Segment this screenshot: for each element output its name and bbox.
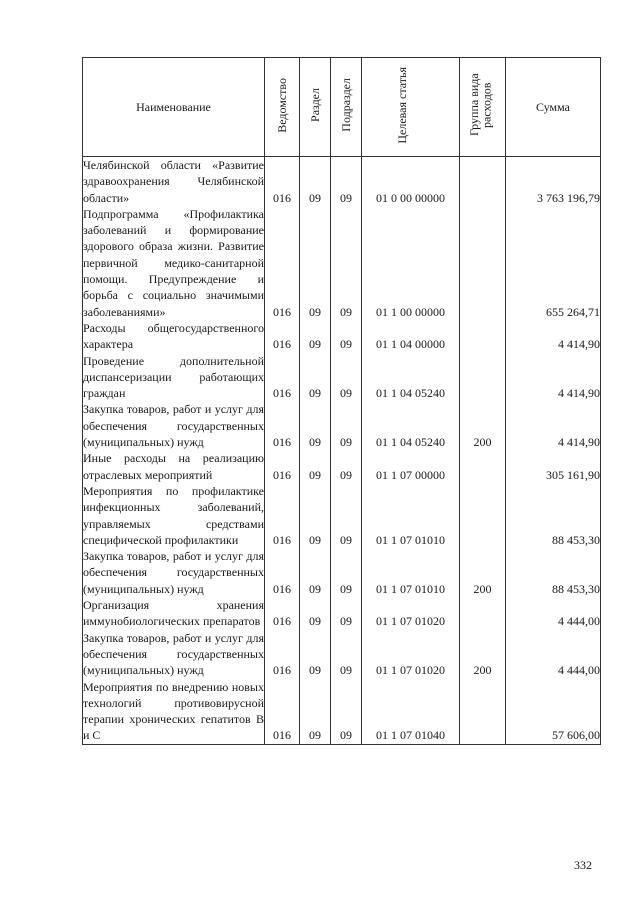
row-gruppa: 200 (460, 548, 506, 597)
row-gruppa (460, 353, 506, 402)
row-podrazdel: 09 (331, 320, 362, 353)
table-row (83, 353, 601, 402)
row-celevaya-statya: 01 1 04 05240 (362, 401, 460, 450)
row-podrazdel: 09 (331, 679, 362, 745)
row-vedomstvo: 016 (265, 597, 300, 630)
row-celevaya-statya: 01 1 04 00000 (362, 320, 460, 353)
header-gruppa-vida-raskhodov: Группа вида расходов (460, 58, 506, 157)
row-podrazdel: 09 (331, 157, 362, 206)
row-vedomstvo: 016 (265, 401, 300, 450)
row-summa: 305 161,90 (506, 450, 601, 483)
header-vedomstvo: Ведомство (265, 58, 300, 157)
row-summa: 4 444,00 (506, 630, 601, 679)
row-podrazdel: 09 (331, 401, 362, 450)
row-vedomstvo: 016 (265, 679, 300, 745)
row-razdel: 09 (300, 483, 331, 548)
table-row (83, 450, 601, 483)
header-razdel: Раздел (300, 58, 331, 157)
row-gruppa: 200 (460, 630, 506, 679)
row-razdel: 09 (300, 157, 331, 206)
row-summa: 655 264,71 (506, 206, 601, 320)
row-summa: 4 414,90 (506, 353, 601, 402)
row-name: Подпрограмма «Профилактика заболеваний и формирование здорового образа жизни. Развитие первичной медико-санитарной помощи. Предупреждение и борьба с социально значимыми заболеваниями» (83, 206, 264, 319)
row-vedomstvo: 016 (265, 483, 300, 548)
row-gruppa (460, 597, 506, 630)
table-row (83, 320, 601, 353)
row-vedomstvo: 016 (265, 157, 300, 206)
row-summa: 57 606,00 (506, 679, 601, 745)
row-podrazdel: 09 (331, 483, 362, 548)
row-celevaya-statya: 01 1 07 00000 (362, 450, 460, 483)
row-celevaya-statya: 01 1 07 01010 (362, 548, 460, 597)
table-row (83, 548, 601, 597)
row-name: Мероприятия по внедрению новых технологий противовирусной терапии хронических гепатитов В и С (83, 679, 264, 743)
row-name: Организация хранения иммунобиологических препаратов (83, 598, 264, 629)
row-celevaya-statya: 01 0 00 00000 (362, 157, 460, 206)
row-gruppa (460, 450, 506, 483)
row-podrazdel: 09 (331, 548, 362, 597)
row-summa: 88 453,30 (506, 483, 601, 548)
table-header-row (83, 58, 601, 157)
table-row (83, 630, 601, 679)
row-vedomstvo: 016 (265, 206, 300, 320)
row-summa: 4 414,90 (506, 401, 601, 450)
row-gruppa (460, 679, 506, 745)
row-razdel: 09 (300, 206, 331, 320)
row-podrazdel: 09 (331, 353, 362, 402)
row-celevaya-statya: 01 1 04 05240 (362, 353, 460, 402)
page-number: 332 (574, 858, 592, 872)
table-row (83, 401, 601, 450)
row-celevaya-statya: 01 1 07 01020 (362, 597, 460, 630)
row-podrazdel: 09 (331, 206, 362, 320)
row-celevaya-statya: 01 1 00 00000 (362, 206, 460, 320)
table-body (83, 157, 601, 745)
row-podrazdel: 09 (331, 450, 362, 483)
header-summa: Сумма (506, 58, 601, 157)
row-summa: 4 414,90 (506, 320, 601, 353)
budget-table (82, 57, 601, 745)
row-razdel: 09 (300, 401, 331, 450)
row-gruppa (460, 320, 506, 353)
table-row (83, 679, 601, 745)
row-vedomstvo: 016 (265, 630, 300, 679)
row-vedomstvo: 016 (265, 548, 300, 597)
table-row (83, 157, 601, 206)
row-name: Проведение дополнительной диспансеризации работающих граждан (83, 353, 264, 401)
row-name: Закупка товаров, работ и услуг для обеспечения государственных (муниципальных) нужд (83, 549, 264, 596)
row-name: Закупка товаров, работ и услуг для обеспечения государственных (муниципальных) нужд (83, 402, 264, 450)
row-celevaya-statya: 01 1 07 01020 (362, 630, 460, 679)
row-gruppa: 200 (460, 401, 506, 450)
table-row (83, 483, 601, 548)
row-gruppa (460, 206, 506, 320)
row-summa: 88 453,30 (506, 548, 601, 597)
row-celevaya-statya: 01 1 07 01010 (362, 483, 460, 548)
row-gruppa (460, 157, 506, 206)
row-razdel: 09 (300, 450, 331, 483)
row-razdel: 09 (300, 320, 331, 353)
row-gruppa (460, 483, 506, 548)
row-podrazdel: 09 (331, 630, 362, 679)
row-celevaya-statya: 01 1 07 01040 (362, 679, 460, 745)
row-name: Челябинской области «Развитие здравоохранения Челябинской области» (83, 158, 264, 205)
table-row (83, 597, 601, 630)
row-vedomstvo: 016 (265, 353, 300, 402)
row-summa: 4 444,00 (506, 597, 601, 630)
row-vedomstvo: 016 (265, 450, 300, 483)
row-razdel: 09 (300, 548, 331, 597)
row-razdel: 09 (300, 353, 331, 402)
row-podrazdel: 09 (331, 597, 362, 630)
row-name: Закупка товаров, работ и услуг для обеспечения государственных (муниципальных) нужд (83, 630, 264, 678)
row-razdel: 09 (300, 597, 331, 630)
row-razdel: 09 (300, 679, 331, 745)
row-name: Иные расходы на реализацию отраслевых мероприятий (83, 451, 264, 482)
row-name: Расходы общегосударственного характера (83, 320, 264, 352)
row-summa: 3 763 196,79 (506, 157, 601, 206)
row-vedomstvo: 016 (265, 320, 300, 353)
header-name: Наименование (83, 58, 265, 157)
row-name: Мероприятия по профилактике инфекционных заболеваний, управляемых средствами специфической профилактики (83, 483, 264, 547)
row-razdel: 09 (300, 630, 331, 679)
table-row (83, 206, 601, 320)
header-podrazdel: Подраздел (331, 58, 362, 157)
header-celevaya-statya: Целевая статья (362, 58, 460, 157)
